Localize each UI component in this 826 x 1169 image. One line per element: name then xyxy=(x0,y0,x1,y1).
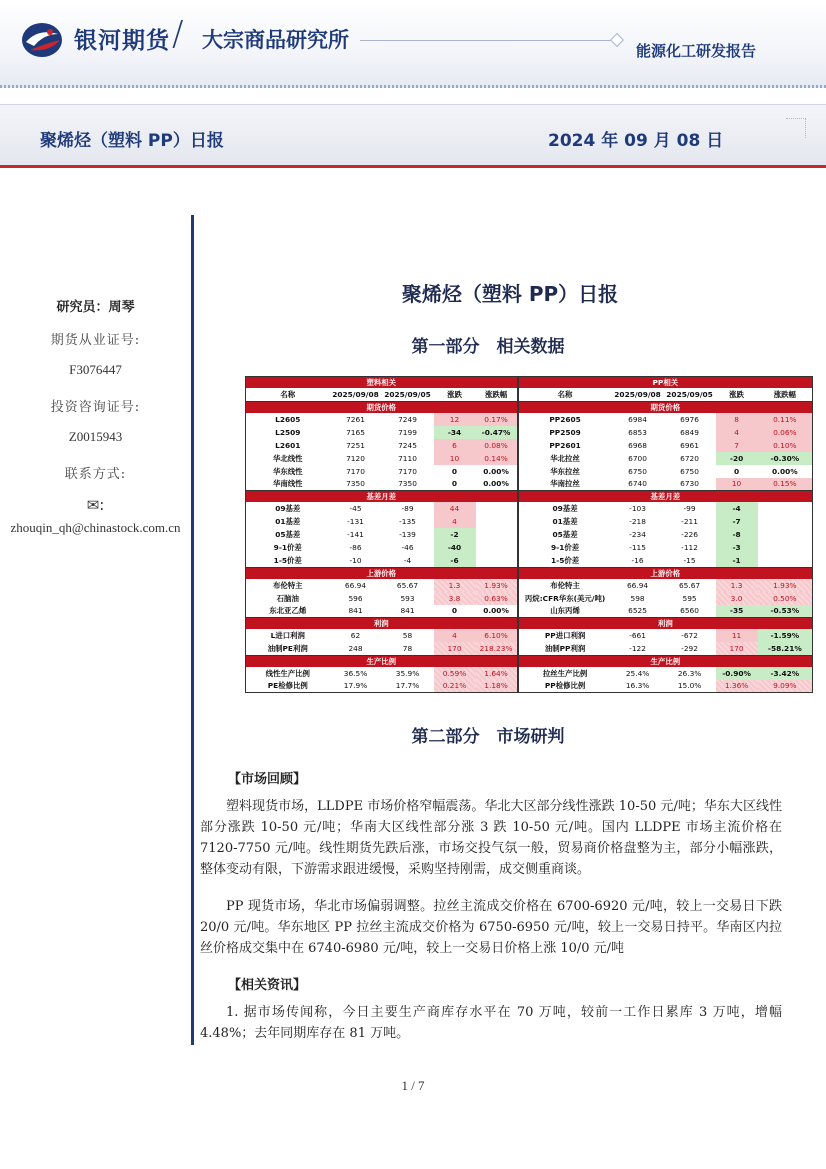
table-row xyxy=(246,439,813,452)
value-cell: 7165 xyxy=(346,427,365,437)
row-name-cell: 油制PE利润 xyxy=(246,642,330,655)
column-header: 2025/09/05 xyxy=(664,388,716,401)
column-header: 名称 xyxy=(518,388,612,401)
value-cell: 7249 xyxy=(398,414,417,424)
row-name-cell: L进口利润 xyxy=(270,631,305,640)
advisory-label: 投资咨询证号: xyxy=(50,400,141,415)
table-column-row xyxy=(246,388,813,401)
value-cell xyxy=(758,528,813,541)
value-cell: 6750 xyxy=(680,466,699,476)
value-cell: 65.67 xyxy=(396,580,419,590)
contact-label: 联系方式: xyxy=(64,467,127,482)
value-cell: 6961 xyxy=(680,440,699,450)
group-band-row xyxy=(246,655,813,667)
table-row xyxy=(246,413,813,426)
row-name-cell: 布伦特主 xyxy=(272,580,303,590)
value-cell: -131 xyxy=(347,517,364,526)
value-cell: -16 xyxy=(612,554,664,567)
value-cell: -6 xyxy=(434,554,476,567)
value-cell: 17.7% xyxy=(382,680,434,693)
value-cell: 16.3% xyxy=(612,680,664,693)
value-cell: -2 xyxy=(434,528,476,541)
value-cell: -20 xyxy=(716,452,758,465)
value-cell: -35 xyxy=(716,605,758,618)
value-cell: -3.42% xyxy=(758,667,813,680)
value-cell: -10 xyxy=(330,554,382,567)
news-paragraph: 1. 据市场传闻称，今日主要生产商库存水平在 70 万吨，较前一工作日累库 3 万吨，增幅 4.48%；去年同期库存在 81 万吨。 xyxy=(200,1005,782,1041)
table-row xyxy=(246,541,813,554)
header-stripe xyxy=(0,85,826,88)
row-name-cell: 丙烷:CFR华东(美元/吨) xyxy=(518,592,612,605)
row-name-cell: 1-5价差 xyxy=(246,554,330,567)
group-label: 期货价格 xyxy=(246,401,518,413)
sidebar xyxy=(0,296,191,538)
value-cell: 6730 xyxy=(664,478,716,491)
value-cell: -141 xyxy=(347,530,364,539)
value-cell: 0.00% xyxy=(476,478,518,491)
column-header: 涨跌 xyxy=(434,388,476,401)
value-cell: 6700 xyxy=(628,453,647,463)
value-cell: 12 xyxy=(434,413,476,426)
value-cell: 0.00% xyxy=(476,605,518,618)
value-cell: 0.63% xyxy=(476,592,518,605)
value-cell xyxy=(476,515,518,528)
value-cell: -45 xyxy=(349,504,362,513)
company-name: 银河期货 xyxy=(74,28,170,54)
institute-name: 大宗商品研究所 xyxy=(202,28,349,52)
license-value: F3076447 xyxy=(69,362,122,377)
value-cell: 7350 xyxy=(330,478,382,491)
value-cell: -135 xyxy=(399,517,416,526)
value-cell xyxy=(758,541,813,554)
value-cell: -89 xyxy=(401,504,414,513)
section-title-data: 第一部分 相关数据 xyxy=(411,337,565,357)
header-deco-line xyxy=(360,40,615,41)
value-cell: -8 xyxy=(716,528,758,541)
column-header: 涨跌 xyxy=(716,388,758,401)
group-band-row xyxy=(246,567,813,579)
group-label: 基差月差 xyxy=(246,491,518,503)
value-cell: 0.06% xyxy=(758,426,813,439)
header-band xyxy=(0,0,826,88)
group-label: 期货价格 xyxy=(518,401,813,413)
row-name-cell: 05基差 xyxy=(518,528,612,541)
row-name-cell: 01基差 xyxy=(518,515,612,528)
row-name-cell: 09基差 xyxy=(518,502,612,515)
value-cell: 35.9% xyxy=(395,668,420,678)
value-cell: 66.94 xyxy=(344,580,367,590)
value-cell: 6525 xyxy=(612,605,664,618)
value-cell: -46 xyxy=(401,543,414,552)
value-cell: 6968 xyxy=(628,440,647,450)
value-cell: -292 xyxy=(664,642,716,655)
table-band-row xyxy=(246,377,813,389)
value-cell xyxy=(476,554,518,567)
review-paragraph-pp: PP 现货市场，华北市场偏弱调整。拉丝主流成交价格在 6700-6920 元/吨，较上一交易日下跌 20/0 元/吨。华东地区 PP 拉丝主流成交价格为 6750-6950 元/吨，较上一交易日持平。华南区内拉丝价格成交集中在 6740-6980 元/吨，较上一交易日价格上涨 10/0 元/吨 xyxy=(200,899,782,956)
table-row xyxy=(246,629,813,642)
value-cell: -661 xyxy=(629,631,646,640)
mail-icon: ✉: xyxy=(86,496,105,514)
value-cell: -4 xyxy=(716,502,758,515)
row-name-cell: PP2605 xyxy=(518,413,612,426)
value-cell: 7199 xyxy=(398,427,417,437)
table-row xyxy=(246,592,813,605)
header-diamond-icon xyxy=(610,33,624,47)
value-cell: -99 xyxy=(683,504,696,513)
table-row xyxy=(246,465,813,478)
table-row xyxy=(246,642,813,655)
row-name-cell: L2601 xyxy=(275,440,301,450)
value-cell: 0 xyxy=(451,466,458,476)
value-cell: -0.30% xyxy=(758,452,813,465)
value-cell: 841 xyxy=(330,605,382,618)
value-cell: 78 xyxy=(382,642,434,655)
column-header: 2025/09/05 xyxy=(382,388,434,401)
group-label: 生产比例 xyxy=(518,655,813,667)
row-name-cell: L2509 xyxy=(275,427,301,437)
value-cell: 1.36% xyxy=(716,680,758,693)
value-cell: 218.23% xyxy=(476,642,518,655)
value-cell: 6560 xyxy=(664,605,716,618)
table-left-header: 塑料相关 xyxy=(246,377,518,389)
value-cell: 170 xyxy=(716,642,758,655)
table-right-header: PP相关 xyxy=(518,377,813,389)
group-label: 上游价格 xyxy=(246,567,518,579)
value-cell: -115 xyxy=(629,543,646,552)
value-cell: 0.11% xyxy=(758,413,813,426)
table-row xyxy=(246,579,813,592)
value-cell: 0.10% xyxy=(758,439,813,452)
row-name-cell: 华南线性 xyxy=(246,478,330,491)
value-cell xyxy=(758,554,813,567)
row-name-cell: 石脑油 xyxy=(276,593,299,603)
value-cell: -211 xyxy=(681,517,698,526)
group-band-row xyxy=(246,618,813,630)
row-name-cell: PP进口利润 xyxy=(518,629,612,642)
table-row xyxy=(246,554,813,567)
value-cell: 3.8 xyxy=(434,592,476,605)
value-cell: -103 xyxy=(629,504,646,513)
value-cell: -3 xyxy=(716,541,758,554)
value-cell: -58.21% xyxy=(758,642,813,655)
row-name-cell: 9-1价差 xyxy=(518,541,612,554)
value-cell: 7170 xyxy=(398,466,417,476)
value-cell: 25.4% xyxy=(625,668,650,678)
group-label: 生产比例 xyxy=(246,655,518,667)
value-cell: 0.00% xyxy=(772,466,798,476)
row-name-cell: L2605 xyxy=(275,414,301,424)
value-cell: -122 xyxy=(612,642,664,655)
row-name-cell: 9-1价差 xyxy=(273,543,302,552)
value-cell: 0.50% xyxy=(758,592,813,605)
value-cell: 0.17% xyxy=(476,413,518,426)
row-name-cell: PE检修比例 xyxy=(246,680,330,693)
value-cell: 44 xyxy=(434,502,476,515)
value-cell xyxy=(758,515,813,528)
value-cell: 7120 xyxy=(346,453,365,463)
row-name-cell: 1-5价差 xyxy=(518,554,612,567)
table-row xyxy=(246,515,813,528)
row-name-cell: 华东线性 xyxy=(272,466,303,476)
value-cell: -34 xyxy=(434,426,476,439)
value-cell: 7251 xyxy=(346,440,365,450)
value-cell: 26.3% xyxy=(677,668,702,678)
column-header: 2025/09/08 xyxy=(330,388,382,401)
data-table-wrap xyxy=(245,376,808,693)
value-cell: 1.3 xyxy=(434,579,476,592)
value-cell: 4 xyxy=(434,629,476,642)
value-cell: 7170 xyxy=(346,466,365,476)
value-cell: -112 xyxy=(681,543,698,552)
value-cell: 0.59% xyxy=(434,667,476,680)
value-cell: 65.67 xyxy=(678,580,701,590)
value-cell: 0.14% xyxy=(476,452,518,465)
row-name-cell: 东北亚乙烯 xyxy=(246,605,330,618)
value-cell: 36.5% xyxy=(343,668,368,678)
report-type: 能源化工研发报告 xyxy=(636,42,757,60)
value-cell: -86 xyxy=(349,543,362,552)
value-cell: 62 xyxy=(350,631,361,640)
group-band-row xyxy=(246,401,813,413)
value-cell: 17.9% xyxy=(330,680,382,693)
value-cell: 170 xyxy=(434,642,476,655)
value-cell: -218 xyxy=(629,517,646,526)
group-label: 上游价格 xyxy=(518,567,813,579)
value-cell: -0.53% xyxy=(758,605,813,618)
value-cell xyxy=(476,502,518,515)
analyst-name: 研究员：周琴 xyxy=(56,300,135,315)
page-title: 聚烯烃（塑料 PP）日报 xyxy=(401,282,619,306)
table-row xyxy=(246,605,813,618)
table-row xyxy=(246,452,813,465)
value-cell: -40 xyxy=(434,541,476,554)
column-header: 2025/09/08 xyxy=(612,388,664,401)
value-cell: 7110 xyxy=(398,453,417,463)
value-cell: 0.21% xyxy=(434,680,476,693)
value-cell: 0 xyxy=(434,478,476,491)
row-name-cell: 华北拉丝 xyxy=(518,452,612,465)
row-name-cell: 09基差 xyxy=(275,504,301,513)
value-cell: -0.90% xyxy=(716,667,758,680)
data-table xyxy=(245,376,813,693)
header-slash: / xyxy=(172,14,184,54)
group-band-row xyxy=(246,491,813,503)
value-cell: 6740 xyxy=(612,478,664,491)
email-link[interactable]: zhouqin_qh@chinastock.com.cn xyxy=(10,520,181,535)
value-cell: 6720 xyxy=(680,453,699,463)
value-cell: -1 xyxy=(716,554,758,567)
value-cell: 1.18% xyxy=(476,680,518,693)
value-cell: 1.64% xyxy=(476,667,518,680)
review-paragraph-pe: 塑料现货市场，LLDPE 市场价格窄幅震荡。华北大区部分线性涨跌 10-50 元/吨；华东大区线性部分涨跌 10-50 元/吨；华南大区线性部分涨 3 跌 10-50 元/吨。国内 LLDPE 市场主流价格在 7120-7750 元/吨。线性期货先跌后涨，市场交投气氛一般，贸易商价格盘整为主，部分小幅涨跌，整体变动有限，下游需求跟进缓慢，采购坚持刚需，成交侧重商谈。 xyxy=(200,799,782,877)
value-cell: 596 xyxy=(348,593,363,603)
table-row xyxy=(246,502,813,515)
report-date: 2024 年 09 月 08 日 xyxy=(548,131,724,151)
table-row xyxy=(246,478,813,491)
page-number: 1 / 7 xyxy=(401,1078,425,1093)
value-cell: 6750 xyxy=(628,466,647,476)
value-cell: 7261 xyxy=(346,414,365,424)
value-cell: 6.10% xyxy=(476,629,518,642)
value-cell: -4 xyxy=(382,554,434,567)
column-header: 名称 xyxy=(246,388,330,401)
value-cell: 0 xyxy=(733,466,740,476)
row-name-cell: 拉丝生产比例 xyxy=(518,667,612,680)
group-label: 利润 xyxy=(246,618,518,630)
value-cell: -15 xyxy=(664,554,716,567)
news-heading: 【相关资讯】 xyxy=(228,978,307,993)
row-name-cell: 华北线性 xyxy=(272,453,303,463)
value-cell: 0.08% xyxy=(476,439,518,452)
row-name-cell: PP检修比例 xyxy=(518,680,612,693)
value-cell: 248 xyxy=(330,642,382,655)
value-cell: 0.00% xyxy=(483,466,509,476)
value-cell: 58 xyxy=(402,631,413,640)
table-row xyxy=(246,680,813,693)
value-cell: 66.94 xyxy=(626,580,649,590)
value-cell: -1.59% xyxy=(758,629,813,642)
value-cell: -0.47% xyxy=(476,426,518,439)
row-name-cell: 华东拉丝 xyxy=(518,465,612,478)
value-cell: 7245 xyxy=(398,440,417,450)
value-cell: 0 xyxy=(434,605,476,618)
value-cell: 7350 xyxy=(382,478,434,491)
group-label: 利润 xyxy=(518,618,813,630)
group-label: 基差月差 xyxy=(518,491,813,503)
value-cell xyxy=(758,502,813,515)
advisory-value: Z0015943 xyxy=(68,429,123,444)
row-name-cell: 山东丙烯 xyxy=(518,605,612,618)
galaxy-futures-logo-icon xyxy=(20,20,64,60)
value-cell: 0.15% xyxy=(758,478,813,491)
value-cell: 598 xyxy=(630,593,645,603)
value-cell: 595 xyxy=(682,593,697,603)
review-heading: 【市场回顾】 xyxy=(228,772,307,787)
table-row xyxy=(246,426,813,439)
value-cell: 1.3 xyxy=(716,579,758,592)
value-cell: 1.93% xyxy=(476,579,518,592)
row-name-cell: 华南拉丝 xyxy=(518,478,612,491)
value-cell: 6853 xyxy=(628,427,647,437)
report-title: 聚烯烃（塑料 PP）日报 xyxy=(40,131,224,151)
row-name-cell: PP2601 xyxy=(518,439,612,452)
value-cell: 8 xyxy=(716,413,758,426)
row-name-cell: 05基差 xyxy=(275,530,301,539)
value-cell: 6976 xyxy=(680,414,699,424)
corner-mark xyxy=(786,118,806,138)
value-cell: 3.0 xyxy=(716,592,758,605)
value-cell: 15.0% xyxy=(664,680,716,693)
title-band xyxy=(0,104,826,168)
section-title-analysis: 第二部分 市场研判 xyxy=(411,727,565,747)
row-name-cell: PP2509 xyxy=(518,426,612,439)
value-cell: -234 xyxy=(629,530,646,539)
value-cell: 7 xyxy=(716,439,758,452)
row-name-cell: 线性生产比例 xyxy=(265,668,310,678)
value-cell: 1.93% xyxy=(758,579,813,592)
row-name-cell: 油制PP利润 xyxy=(518,642,612,655)
value-cell: -139 xyxy=(399,530,416,539)
value-cell: 6849 xyxy=(680,427,699,437)
value-cell: 4 xyxy=(716,426,758,439)
table-row xyxy=(246,667,813,680)
value-cell: -7 xyxy=(716,515,758,528)
value-cell: 593 xyxy=(400,593,415,603)
value-cell: 841 xyxy=(382,605,434,618)
value-cell: 10 xyxy=(434,452,476,465)
value-cell: -672 xyxy=(681,631,698,640)
value-cell: 10 xyxy=(716,478,758,491)
license-label: 期货从业证号: xyxy=(50,333,141,348)
value-cell: -226 xyxy=(681,530,698,539)
table-row xyxy=(246,528,813,541)
row-name-cell: 布伦特主 xyxy=(518,579,612,592)
value-cell: 4 xyxy=(434,515,476,528)
value-cell: 6984 xyxy=(628,414,647,424)
column-header: 涨跌幅 xyxy=(758,388,813,401)
value-cell xyxy=(476,528,518,541)
value-cell: 6 xyxy=(434,439,476,452)
value-cell: 11 xyxy=(716,629,758,642)
column-header: 涨跌幅 xyxy=(476,388,518,401)
value-cell: 9.09% xyxy=(758,680,813,693)
value-cell xyxy=(476,541,518,554)
row-name-cell: 01基差 xyxy=(275,517,301,526)
